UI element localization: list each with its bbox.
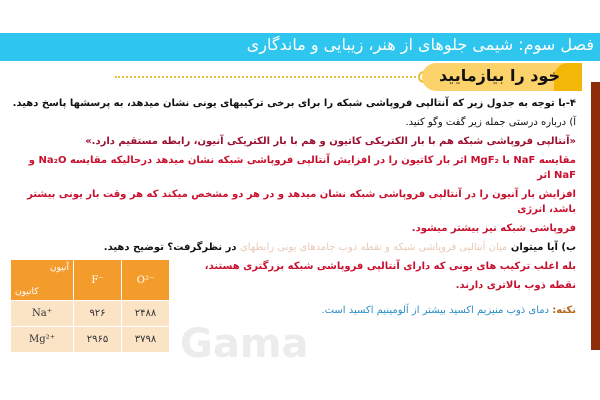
table-cell: ۹۲۶ (74, 301, 122, 327)
chapter-title: فصل سوم: شیمی جلوهای از هنر، زیبایی و ماندگاری (246, 35, 594, 54)
part-b-faded: میان آنتالپی فروپاشی شبکه و نقطه ذوب جامدهای یونی رابطهای (239, 242, 508, 253)
section-title: خود را بیازمایید (438, 66, 560, 85)
row-header: Na⁺ (11, 301, 74, 327)
side-bar (591, 82, 600, 350)
table-cell: ۳۷۹۸ (122, 327, 170, 353)
table-row (11, 327, 170, 353)
table-header-row (11, 260, 170, 301)
part-b (10, 240, 576, 255)
dotted-divider (115, 76, 420, 78)
quote: «آنتالپی فروپاشی شبکه هم با بار الکتریکی کاتیون و هم با بار الکتریکی آنیون، رابطه مستقیم دارد.» (85, 136, 576, 147)
note (180, 303, 576, 318)
answer-b-line1: بله اغلب ترکیب های یونی که دارای آنتالپی فروپاشی شبکه بزرگتری هستند، (204, 261, 576, 272)
cation-label: کاتیون (15, 287, 39, 297)
answer-b-line2: نقطه ذوب بالاتری دارند. (455, 280, 576, 291)
note-text: دمای ذوب منیزیم اکسید بیشتر از آلومینیم اکسید است. (321, 305, 550, 316)
row-header: Mg²⁺ (11, 327, 74, 353)
answer-a-line2: افزایش بار آنیون را در آنتالپی فروپاشی شبکه نشان میدهد و در هر دو مشخص میکند که هر وقت بار یونی بیشتر باشد، انرژی (27, 189, 576, 215)
corner-cell (11, 260, 74, 301)
content (10, 96, 576, 366)
chapter-header (0, 33, 600, 61)
part-b-answers (180, 259, 576, 366)
table-row (11, 301, 170, 327)
answer-a-line1: مقایسه NaF با MgF₂ اثر بار کاتیون را در افزایش آنتالپی فروپاشی شبکه نشان میدهد درحالیکه مقایسه Na₂O و NaF اثر (28, 155, 576, 181)
part-a: آ) درباره درستی جمله زیر گفت وگو کنید. (405, 117, 576, 128)
answer-a-line3: فروپاشی شبکه نیز بیشتر میشود. (411, 223, 576, 234)
watermark-logo: Gama (180, 321, 309, 367)
question-text: ۴-با توجه به جدول زیر که آنتالپی فروپاشی شبکه را برای برخی ترکیبهای یونی نشان میدهد، به پرسشها پاسخ دهید. (12, 98, 576, 109)
col-header: O²⁻ (122, 260, 170, 301)
table-cell: ۲۴۸۸ (122, 301, 170, 327)
lattice-enthalpy-table (10, 259, 170, 353)
part-b-suffix: در نظرگرفت؟ توضیح دهید. (103, 242, 237, 253)
anion-label: آنیون (50, 263, 69, 273)
part-b-prefix: ب) آیا میتوان (510, 242, 576, 253)
part-b-row (10, 259, 576, 366)
table-cell: ۲۹۶۵ (74, 327, 122, 353)
note-label: نکته: (552, 305, 576, 316)
col-header: F⁻ (74, 260, 122, 301)
section-title-box (422, 63, 582, 91)
